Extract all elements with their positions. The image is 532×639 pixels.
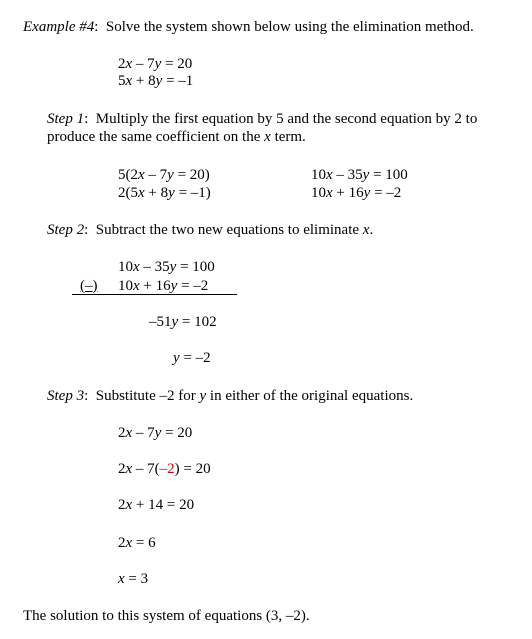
var: y — [362, 167, 370, 183]
term: = 20 — [161, 56, 193, 72]
term: = 102 — [178, 314, 217, 330]
step3-line3 — [118, 497, 194, 514]
term: 10 — [118, 259, 133, 275]
term: 2 — [118, 497, 126, 513]
term: 10 — [311, 185, 326, 201]
term: = 20 — [161, 425, 193, 441]
step3-text-a: Substitute –2 for — [95, 388, 200, 404]
var: y — [171, 314, 179, 330]
step3-line1 — [118, 425, 192, 442]
step3-line5 — [118, 571, 148, 588]
step3-line: Step 3: Substitute –2 for y in either of the original equations. — [47, 388, 414, 404]
conclusion: The solution to this system of equations (3, –2). — [23, 608, 310, 624]
term: 2(5 — [118, 185, 138, 201]
step3-text-b: in either of the original equations. — [206, 388, 414, 404]
var: x — [326, 185, 333, 201]
step2-line: Step 2: Subtract the two new equations to eliminate x. — [47, 222, 374, 238]
var: y — [168, 185, 175, 201]
term: 2 — [118, 535, 126, 551]
subtraction-rule — [72, 294, 237, 295]
term: – 7 — [132, 425, 155, 441]
term: = –1 — [162, 73, 194, 89]
var: y — [170, 278, 178, 294]
term: = 20) — [173, 167, 210, 183]
term: 2 — [118, 461, 126, 477]
term: – 35 — [332, 167, 363, 183]
step2-text-b: . — [369, 222, 374, 238]
term: = –2 — [370, 185, 402, 201]
var: y — [169, 259, 177, 275]
term: – 7( — [132, 461, 160, 477]
step1-right1 — [311, 167, 408, 184]
var: x — [133, 259, 140, 275]
step2-result — [149, 314, 217, 331]
term: 2 — [118, 56, 126, 72]
term: = 100 — [369, 167, 408, 183]
step1-line2 — [47, 129, 306, 146]
term: –51 — [149, 314, 172, 330]
term: + 16 — [139, 278, 171, 294]
var: x — [264, 129, 271, 145]
step2-text-a: Subtract the two new equations to eliminate — [95, 222, 363, 238]
var: x — [362, 222, 370, 238]
term: 2 — [118, 425, 126, 441]
term: – 7 — [132, 56, 155, 72]
var: x — [326, 167, 333, 183]
term: + 8 — [132, 73, 156, 89]
term: 10 — [311, 167, 326, 183]
term: + 14 = 20 — [132, 497, 195, 513]
var: x — [133, 278, 140, 294]
system-eq2 — [118, 73, 193, 90]
term: 5(2 — [118, 167, 138, 183]
var: x — [125, 535, 133, 551]
system-eq1 — [118, 56, 192, 73]
step1-left1 — [118, 167, 210, 184]
term: = –1) — [174, 185, 211, 201]
var: x — [118, 571, 125, 587]
var: x — [125, 461, 133, 477]
term: = –2 — [179, 350, 211, 366]
step2-eq2 — [118, 278, 208, 295]
step2-eq1 — [118, 259, 215, 276]
var: y — [363, 185, 371, 201]
step1-label: Step 1 — [47, 111, 85, 127]
var: x — [125, 497, 133, 513]
var: x — [125, 56, 133, 72]
var: y — [199, 388, 207, 404]
var: x — [125, 425, 133, 441]
step3-label: Step 3 — [47, 388, 85, 404]
step1-line1: Step 1: Multiply the first equation by 5 and the second equation by 2 to — [47, 111, 478, 127]
step1-text-a: produce the same coefficient on the — [47, 129, 265, 145]
step1-left2 — [118, 185, 211, 202]
example-heading — [23, 19, 474, 36]
substituted-value: –2 — [159, 461, 175, 477]
term: = –2 — [177, 278, 209, 294]
step1-text: Multiply the first equation by 5 and the second equation by 2 to — [95, 111, 478, 127]
var: y — [154, 56, 162, 72]
term: – 35 — [139, 259, 170, 275]
step3-line4 — [118, 535, 156, 552]
var: x — [125, 73, 133, 89]
term: ) = 20 — [174, 461, 211, 477]
step3-line2 — [118, 461, 211, 478]
var: x — [138, 167, 145, 183]
var: y — [173, 350, 180, 366]
example-label: Example #4 — [23, 19, 95, 35]
var: y — [167, 167, 174, 183]
term: + 8 — [144, 185, 169, 201]
term: = 3 — [124, 571, 149, 587]
term: 10 — [118, 278, 133, 294]
term: + 16 — [332, 185, 364, 201]
term: – 7 — [144, 167, 168, 183]
var: x — [138, 185, 145, 201]
term: 5 — [118, 73, 126, 89]
step2-solve — [173, 350, 211, 367]
term: = 100 — [176, 259, 215, 275]
term: = 6 — [132, 535, 156, 551]
var: y — [155, 73, 163, 89]
step1-right2 — [311, 185, 401, 202]
example-text: Solve the system shown below using the elimination method. — [105, 19, 474, 35]
step2-label: Step 2 — [47, 222, 85, 238]
subtract-operator: (–) — [80, 278, 98, 294]
var: y — [154, 425, 162, 441]
step1-text-b: term. — [270, 129, 306, 145]
example-sep: : — [94, 19, 99, 35]
